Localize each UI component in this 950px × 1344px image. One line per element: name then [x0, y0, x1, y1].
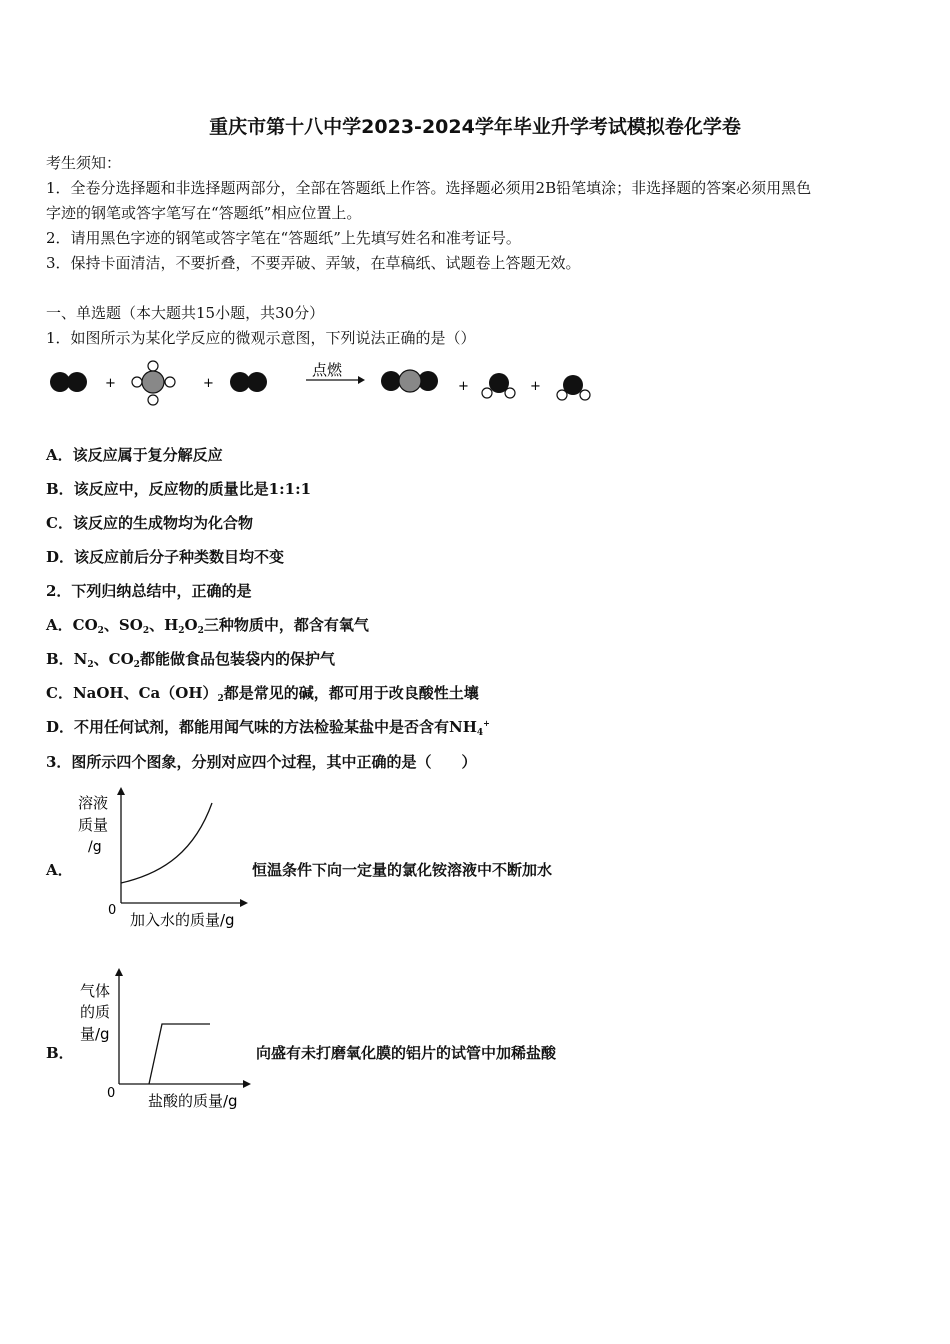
- notice-heading: 考生须知：: [46, 154, 122, 172]
- graph-b-xlabel: 盐酸的质量/g: [148, 1092, 238, 1110]
- molecule-h2o-2: [557, 375, 590, 400]
- q1-option-b: B．该反应中，反应物的质量比是1:1:1: [46, 480, 312, 498]
- graph-a: [70, 785, 260, 935]
- plus-sign: +: [203, 376, 214, 391]
- plus-sign: +: [458, 379, 469, 394]
- q2-option-b: B．$N_2$、$CO_2$都能做食品包装袋内的保护气: [46, 650, 335, 670]
- graph-b-line: [149, 1024, 210, 1084]
- graph-b-ylabel-1: 气体: [80, 982, 111, 1000]
- q3-option-b-desc: 向盛有未打磨氧化膜的铝片的试管中加稀盐酸: [256, 1044, 557, 1062]
- graph-a-ylabel-3: /g: [88, 839, 102, 855]
- graph-b-ylabel-3: 量/g: [80, 1025, 110, 1043]
- graph-a-ylabel-1: 溶液: [78, 794, 109, 812]
- graph-a-curve: [121, 803, 212, 883]
- q1-stem: 1．如图所示为某化学反应的微观示意图，下列说法正确的是（）: [46, 329, 476, 347]
- q2-option-d: D．不用任何试剂，都能用闻气味的方法检验某盐中是否含有$NH_4^+$: [46, 718, 490, 738]
- molecule-co2: [381, 370, 438, 392]
- q3-option-a-desc: 恒温条件下向一定量的氯化铵溶液中不断加水: [252, 861, 553, 879]
- molecule-o2-right: [230, 372, 267, 392]
- plus-sign: +: [105, 376, 116, 391]
- section-heading: 一、单选题（本大题共15小题，共30分）: [46, 304, 325, 322]
- q3-stem: 3．图所示四个图象，分别对应四个过程，其中正确的是（ ）: [46, 753, 477, 771]
- graph-a-origin: 0: [108, 903, 117, 918]
- molecule-ch4: [132, 361, 175, 405]
- notice-line-1a: 1．全卷分选择题和非选择题两部分，全部在答题纸上作答。选择题必须用2B铅笔填涂；非选择题的答案必须用黑色: [46, 179, 812, 197]
- q1-option-a: A．该反应属于复分解反应: [46, 446, 223, 464]
- reaction-condition: 点燃: [312, 361, 343, 379]
- graph-a-ylabel-2: 质量: [78, 816, 109, 834]
- graph-a-xlabel: 加入水的质量/g: [130, 911, 235, 929]
- notice-line-2: 2．请用黑色字迹的钢笔或答字笔在“答题纸”上先填写姓名和准考证号。: [46, 229, 521, 247]
- q2-option-c: C．NaOH、$Ca(OH)_2$都是常见的碱，都可用于改良酸性土壤: [46, 684, 479, 704]
- molecule-o2-left: [50, 372, 87, 392]
- graph-b: [70, 966, 260, 1116]
- molecule-h2o-1: [482, 373, 515, 398]
- page-title: 重庆市第十八中学2023-2024学年毕业升学考试模拟卷化学卷: [209, 116, 741, 138]
- notice-line-3: 3．保持卡面清洁，不要折叠，不要弄破、弄皱，在草稿纸、试题卷上答题无效。: [46, 254, 581, 272]
- q3-option-b-letter: B．: [46, 1044, 74, 1062]
- q3-option-a-letter: A．: [46, 861, 73, 879]
- graph-b-ylabel-2: 的质: [80, 1003, 111, 1021]
- q2-option-a: A．$CO_2$、$SO_2$、$H_2O_2$三种物质中，都含有氧气: [46, 616, 369, 636]
- q2-stem: 2．下列归纳总结中，正确的是: [46, 582, 252, 600]
- graph-b-origin: 0: [107, 1086, 116, 1101]
- reaction-diagram: [40, 355, 610, 410]
- notice-line-1b: 字迹的钢笔或答字笔写在“答题纸”相应位置上。: [46, 204, 362, 222]
- q1-option-d: D．该反应前后分子种类数目均不变: [46, 548, 285, 566]
- plus-sign: +: [530, 379, 541, 394]
- q1-option-c: C．该反应的生成物均为化合物: [46, 514, 253, 532]
